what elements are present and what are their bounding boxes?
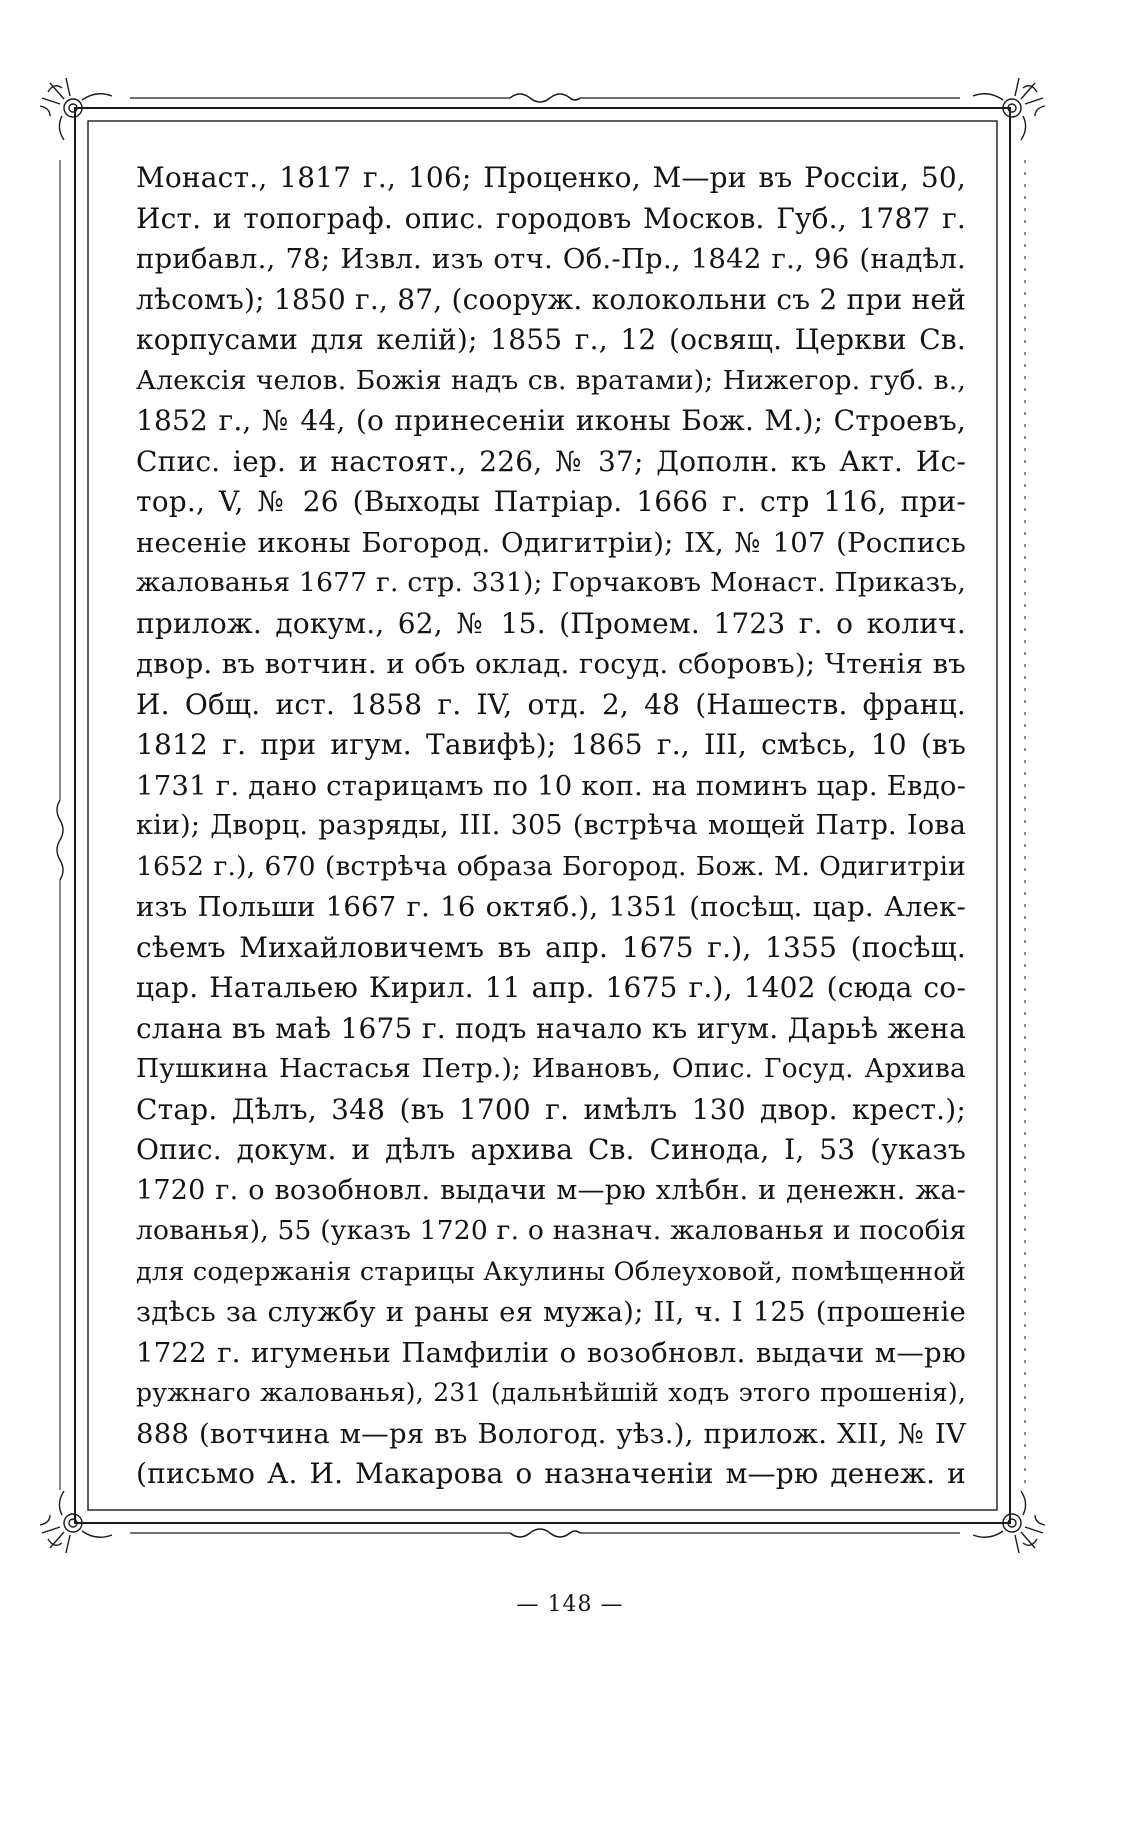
- text-line: двор. въ вотчин. и объ оклад. госуд. сборовъ); Чтенія въ: [136, 648, 966, 680]
- text-line: 1652 г.), 670 (встрѣча образа Богород. Бож. М. Одигитріи: [136, 850, 966, 882]
- text-line: цар. Натальею Кирил. 11 апр. 1675 г.), 1402 (сюда со-: [136, 971, 966, 1004]
- text-line: (письмо А. И. Макарова о назначеніи м—рю денеж. и: [136, 1457, 966, 1490]
- text-line: И. Общ. ист. 1858 г. IV, отд. 2, 48 (Нашеств. франц.: [136, 687, 966, 721]
- text-line: изъ Польши 1667 г. 16 октяб.), 1351 (посѣщ. цар. Алек-: [136, 891, 966, 923]
- text-line: Ист. и топограф. опис. городовъ Москов. Губ., 1787 г.: [136, 201, 966, 235]
- text-line: 1731 г. дано старицамъ по 10 коп. на поминъ цар. Евдо-: [136, 769, 967, 802]
- text-line: 1722 г. игуменьи Памфиліи о возобновл. выдачи м—рю: [136, 1336, 966, 1369]
- text-line: слана въ маѣ 1675 г. подъ начало къ игум. Дарьѣ жена: [136, 1011, 966, 1045]
- text-line: для содержанія старицы Акулины Облеуховой, помѣщенной: [136, 1256, 966, 1287]
- main-text-block: [136, 158, 966, 1495]
- text-line: Пушкина Настасья Петр.); Ивановъ, Опис. Госуд. Архива: [136, 1053, 966, 1084]
- text-line: Спис. іер. и настоят., 226, № 37; Дополн. къ Акт. Ис-: [136, 444, 966, 478]
- text-line: сѣемъ Михайловичемъ въ апр. 1675 г.), 1355 (посѣщ.: [136, 930, 966, 964]
- text-line: 1812 г. при игум. Тавифѣ); 1865 г., III, смѣсь, 10 (въ: [136, 728, 966, 761]
- text-line: ружнаго жалованья), 231 (дальнѣйшій ходъ этого прошенія),: [136, 1378, 966, 1407]
- text-line: корпусами для келій); 1855 г., 12 (освящ. Церкви Св.: [136, 323, 966, 356]
- text-line: 1852 г., № 44, (о принесеніи иконы Бож. М.); Строевъ,: [136, 404, 966, 437]
- text-line: тор., V, № 26 (Выходы Патріар. 1666 г. стр 116, при-: [136, 485, 966, 518]
- text-line: 1720 г. о возобновл. выдачи м—рю хлѣбн. и денежн. жа-: [136, 1174, 966, 1206]
- text-line: лѣсомъ); 1850 г., 87, (сооруж. колокольни съ 2 при ней: [136, 282, 966, 316]
- text-line: кіи); Дворц. разряды, III. 305 (встрѣча мощей Патр. Іова: [136, 810, 966, 841]
- text-line: прилож. докум., 62, № 15. (Промем. 1723 г. о колич.: [136, 606, 966, 640]
- text-line: лованья), 55 (указъ 1720 г. о назнач. жалованья и пособія: [136, 1215, 967, 1246]
- text-line: Опис. докум. и дѣлъ архива Св. Синода, I, 53 (указъ: [136, 1133, 966, 1166]
- text-line: жалованья 1677 г. стр. 331); Горчаковъ Монаст. Приказъ,: [136, 567, 966, 598]
- text-line: здѣсь за службу и раны ея мужа); II, ч. I 125 (прошеніе: [136, 1296, 966, 1328]
- text-line: 888 (вотчина м—ря въ Вологод. уѣз.), прилож. XII, № IV: [136, 1417, 966, 1450]
- text-line: прибавл., 78; Извл. изъ отч. Об.-Пр., 1842 г., 96 (надѣл.: [136, 243, 966, 275]
- page-number: — 148 —: [516, 1592, 624, 1617]
- text-line: Алексія челов. Божія надъ св. вратами); Нижегор. губ. в.,: [136, 364, 966, 396]
- text-line: Монаст., 1817 г., 106; Проценко, М—ри въ Россіи, 50,: [136, 161, 966, 194]
- text-line: Стар. Дѣлъ, 348 (въ 1700 г. имѣлъ 130 двор. крест.);: [136, 1092, 966, 1126]
- text-line: несеніе иконы Богород. Одигитріи); IX, № 107 (Роспись: [136, 526, 966, 559]
